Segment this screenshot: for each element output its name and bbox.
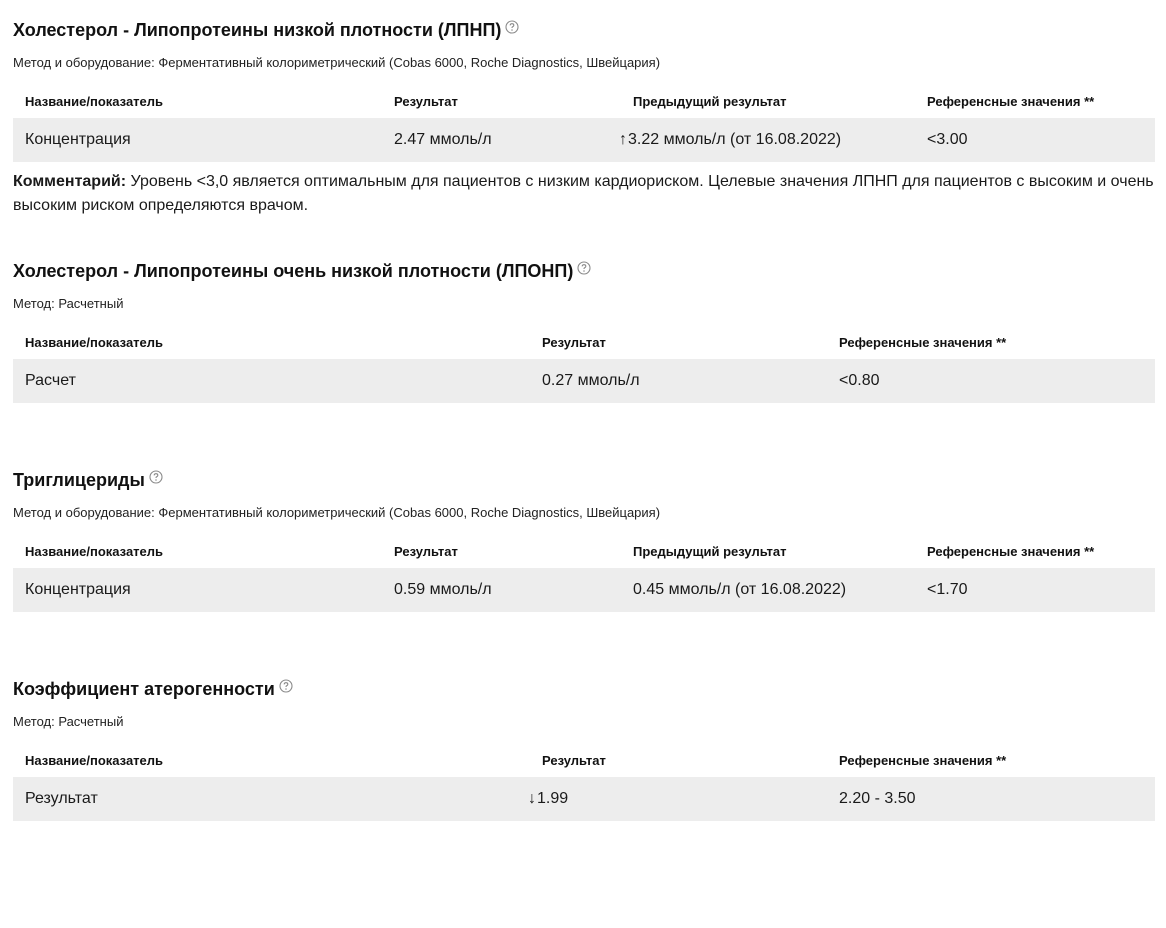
table-header [13, 534, 1155, 568]
arrow-up-icon: ↑ [619, 131, 627, 148]
comment-text: Уровень <3,0 является оптимальным для пациентов с низким кардиориском. Целевые значения ЛПНП для пациентов с высоким и очень высоким риском определяются врачом. [13, 173, 1154, 214]
row-result: 0.59 ммоль/л [394, 581, 492, 598]
comment [13, 170, 1158, 218]
row-result: 2.47 ммоль/л [394, 131, 492, 148]
section-title: Триглицериды [13, 468, 1155, 492]
row-result [528, 790, 839, 808]
header-result: Результат [542, 752, 606, 768]
row-reference: <3.00 [927, 131, 968, 148]
header-name: Название/показатель [25, 543, 164, 559]
header-reference: Референсные значения ** [927, 93, 1095, 109]
method-text: Метод и оборудование: Ферментативный колориметрический (Cobas 6000, Roche Diagnostics, Швейцария) [13, 505, 661, 520]
results-table [13, 534, 1155, 612]
section-title: Холестерол - Липопротеины очень низкой плотности (ЛПОНП) [13, 259, 1155, 283]
question-circle-icon[interactable] [149, 470, 163, 484]
table-row [13, 118, 1155, 162]
section-atherogenic-coefficient [13, 677, 1155, 821]
header-result: Результат [542, 334, 606, 350]
row-name: Концентрация [25, 581, 131, 598]
question-circle-icon[interactable] [577, 261, 591, 275]
section-vldl [13, 259, 1155, 403]
header-previous: Предыдущий результат [633, 93, 787, 109]
table-header [13, 743, 1155, 777]
table-row [13, 359, 1155, 403]
question-circle-icon[interactable] [505, 20, 519, 34]
header-name: Название/показатель [25, 93, 164, 109]
header-name: Название/показатель [25, 334, 164, 350]
results-table [13, 743, 1155, 821]
header-reference: Референсные значения ** [839, 752, 1007, 768]
header-result: Результат [394, 93, 458, 109]
section-title: Коэффициент атерогенности [13, 677, 1155, 701]
header-result: Результат [394, 543, 458, 559]
arrow-down-icon: ↓ [528, 790, 536, 807]
header-reference: Референсные значения ** [839, 334, 1007, 350]
row-name: Концентрация [25, 131, 131, 148]
header-name: Название/показатель [25, 752, 164, 768]
comment-label: Комментарий: [13, 173, 127, 190]
question-circle-icon[interactable] [279, 679, 293, 693]
results-table [13, 84, 1155, 162]
table-header [13, 325, 1155, 359]
row-result-value: 1.99 [537, 790, 569, 807]
section-title: Холестерол - Липопротеины низкой плотности (ЛПНП) [13, 18, 1155, 42]
row-result: 0.27 ммоль/л [542, 372, 640, 389]
row-reference: <0.80 [839, 372, 880, 389]
header-reference: Референсные значения ** [927, 543, 1095, 559]
method-text: Метод: Расчетный [13, 714, 124, 729]
row-name: Результат [25, 790, 98, 807]
method-text: Метод и оборудование: Ферментативный колориметрический (Cobas 6000, Roche Diagnostics, Швейцария) [13, 55, 661, 70]
row-reference: 2.20 - 3.50 [839, 790, 916, 807]
row-reference: <1.70 [927, 581, 968, 598]
table-row [13, 568, 1155, 612]
row-previous: 0.45 ммоль/л (от 16.08.2022) [633, 581, 847, 598]
row-name: Расчет [25, 372, 76, 389]
table-row [13, 777, 1155, 821]
table-header [13, 84, 1155, 118]
results-table [13, 325, 1155, 403]
row-previous [619, 131, 927, 149]
header-previous: Предыдущий результат [633, 543, 787, 559]
section-triglycerides [13, 468, 1155, 612]
method-text: Метод: Расчетный [13, 296, 124, 311]
section-ldl [13, 18, 1155, 218]
row-previous-value: 3.22 ммоль/л (от 16.08.2022) [628, 131, 842, 148]
